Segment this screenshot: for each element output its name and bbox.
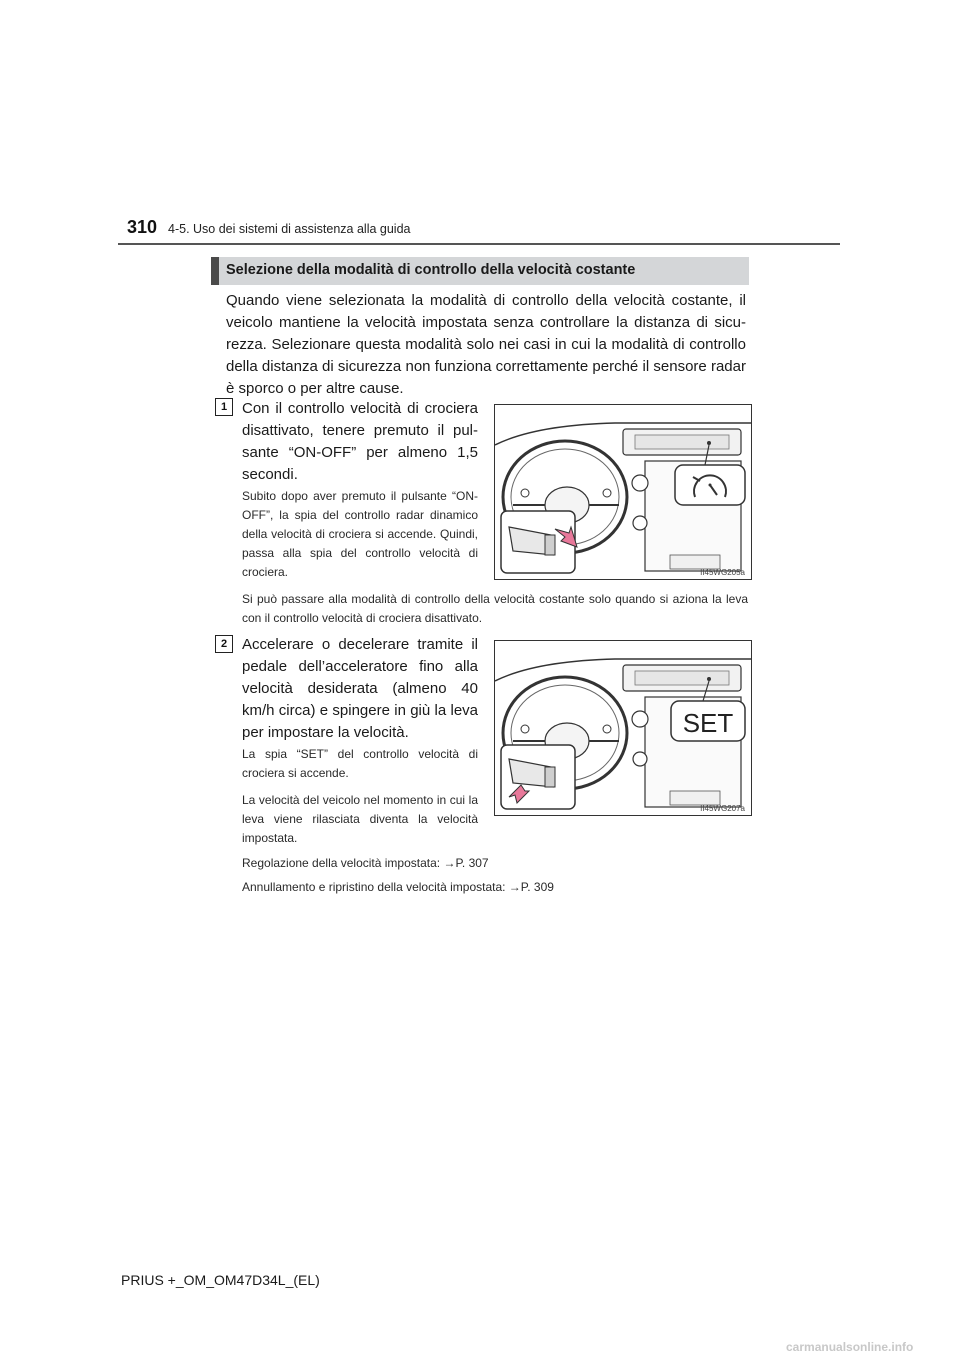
- reference-line-1: Regolazione della velocità impostata: →P. 307: [242, 856, 489, 870]
- page-number: 310: [127, 217, 158, 237]
- section-title: Selezione della modalità di controllo della velocità costante: [226, 262, 636, 278]
- step-1-after-note: Si può passare alla modalità di controllo della velocità costante solo quando si aziona la leva con il controllo velocità di crociera disattivato.: [242, 592, 748, 625]
- section-marker: [211, 257, 219, 285]
- section-heading-bar: [211, 257, 749, 285]
- step-1-note: Subito dopo aver premuto il pulsante “ON-OFF”, la spia del controllo radar dinamico della velocità di crociera si accende. Quindi, passa alla spia del controllo velocità di crociera.: [242, 489, 478, 579]
- watermark: carmanualsonline.info: [786, 1340, 914, 1354]
- figure-step-2: [494, 640, 752, 816]
- step-number-1: 1: [215, 398, 233, 416]
- document-code-footer: PRIUS +_OM_OM47D34L_(EL): [121, 1272, 320, 1288]
- step-number-2: 2: [215, 635, 233, 653]
- figure-step-1: [494, 404, 752, 580]
- step-2-text: Accelerare o decelerare tramite il pedale dell’acceleratore fino alla velocità desiderata (almeno 40 km/h circa) e spingere in giù la leva per impostare la velocità.: [242, 636, 478, 741]
- figure-code-1: II45WG205a: [700, 568, 745, 577]
- set-callout-label: SET: [682, 708, 734, 738]
- step-2-note-1: La spia “SET” del controllo velocità di crociera si accende.: [242, 747, 478, 780]
- dashboard-illustration-2: [495, 641, 751, 815]
- step-2-note-2: La velocità del veicolo nel momento in cui la leva viene rilasciata diventa la velocità impostata.: [242, 793, 478, 845]
- section-intro: Quando viene selezionata la modalità di controllo della velocità costante, il veicolo mantiene la velocità impostata senza controllare la distanza di sicu-rezza. Selezionare questa modalità solo nei casi in cui la modalità di controllo della distanza di sicurezza non funziona correttamente perché il sensore radar è sporco o per altre cause.: [226, 292, 746, 397]
- reference-line-2: Annullamento e ripristino della velocità impostata: →P. 309: [242, 880, 554, 894]
- step-1-text: Con il controllo velocità di crociera disattivato, tenere premuto il pul-sante “ON-OFF” per almeno 1,5 secondi.: [242, 400, 478, 483]
- figure-code-2: II45WG207a: [700, 804, 745, 813]
- header-rule: [118, 243, 840, 245]
- dashboard-illustration-1: [495, 405, 751, 579]
- chapter-title: 4-5. Uso dei sistemi di assistenza alla guida: [168, 222, 411, 236]
